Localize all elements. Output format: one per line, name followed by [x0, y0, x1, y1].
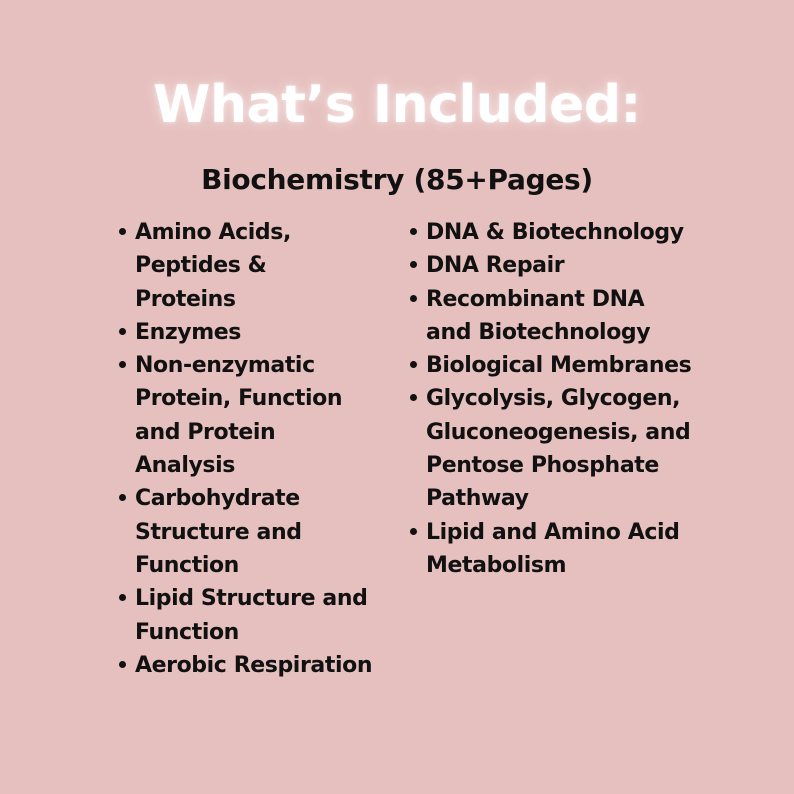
bullet-icon: [115, 216, 129, 249]
bullet-icon: [115, 582, 129, 615]
bullet-icon: [115, 349, 129, 382]
list-item: [404, 516, 694, 583]
bullet-icon: [115, 482, 129, 515]
list-item-label: DNA Repair: [426, 253, 565, 279]
list-item: [113, 482, 373, 582]
right-topic-list: [404, 216, 694, 582]
list-item-label: DNA & Biotechnology: [426, 220, 684, 245]
list-item-label: Enzymes: [135, 319, 241, 345]
list-item: [113, 582, 373, 649]
list-item: [404, 216, 694, 249]
list-item-label: Carbohydrate Structure and Function: [135, 486, 302, 578]
list-item: [113, 349, 373, 482]
bullet-icon: [115, 316, 129, 349]
list-item: [404, 382, 694, 515]
list-item-label: Non-enzymatic Protein, Function and Protein Analysis: [135, 353, 343, 479]
list-item-label: Recombinant DNA and Biotechnology: [426, 286, 651, 345]
bullet-icon: [406, 283, 420, 316]
bullet-icon: [406, 249, 420, 282]
bullet-icon: [406, 382, 420, 415]
bullet-icon: [406, 216, 420, 249]
bullet-icon: [406, 516, 420, 549]
list-item-label: Biological Membranes: [426, 353, 692, 379]
left-topic-list: [113, 216, 373, 682]
list-item: [404, 349, 694, 382]
bullet-icon: [406, 349, 420, 382]
list-item-label: Glycolysis, Glycogen, Gluconeogenesis, and Pentose Phosphate Pathway: [426, 386, 691, 512]
list-item-label: Lipid and Amino Acid Metabolism: [426, 519, 680, 578]
list-item-label: Aerobic Respiration: [135, 652, 373, 678]
list-item: [113, 316, 373, 349]
list-item: [404, 283, 694, 350]
page-subtitle: Biochemistry (85+Pages): [201, 163, 593, 196]
page-title: What’s Included:: [153, 75, 641, 135]
list-item-label: Amino Acids, Peptides & Proteins: [135, 220, 291, 312]
list-item: [113, 649, 373, 682]
list-item: [113, 216, 373, 316]
list-item-label: Lipid Structure and Function: [135, 586, 368, 645]
list-item: [404, 249, 694, 282]
bullet-icon: [115, 649, 129, 682]
